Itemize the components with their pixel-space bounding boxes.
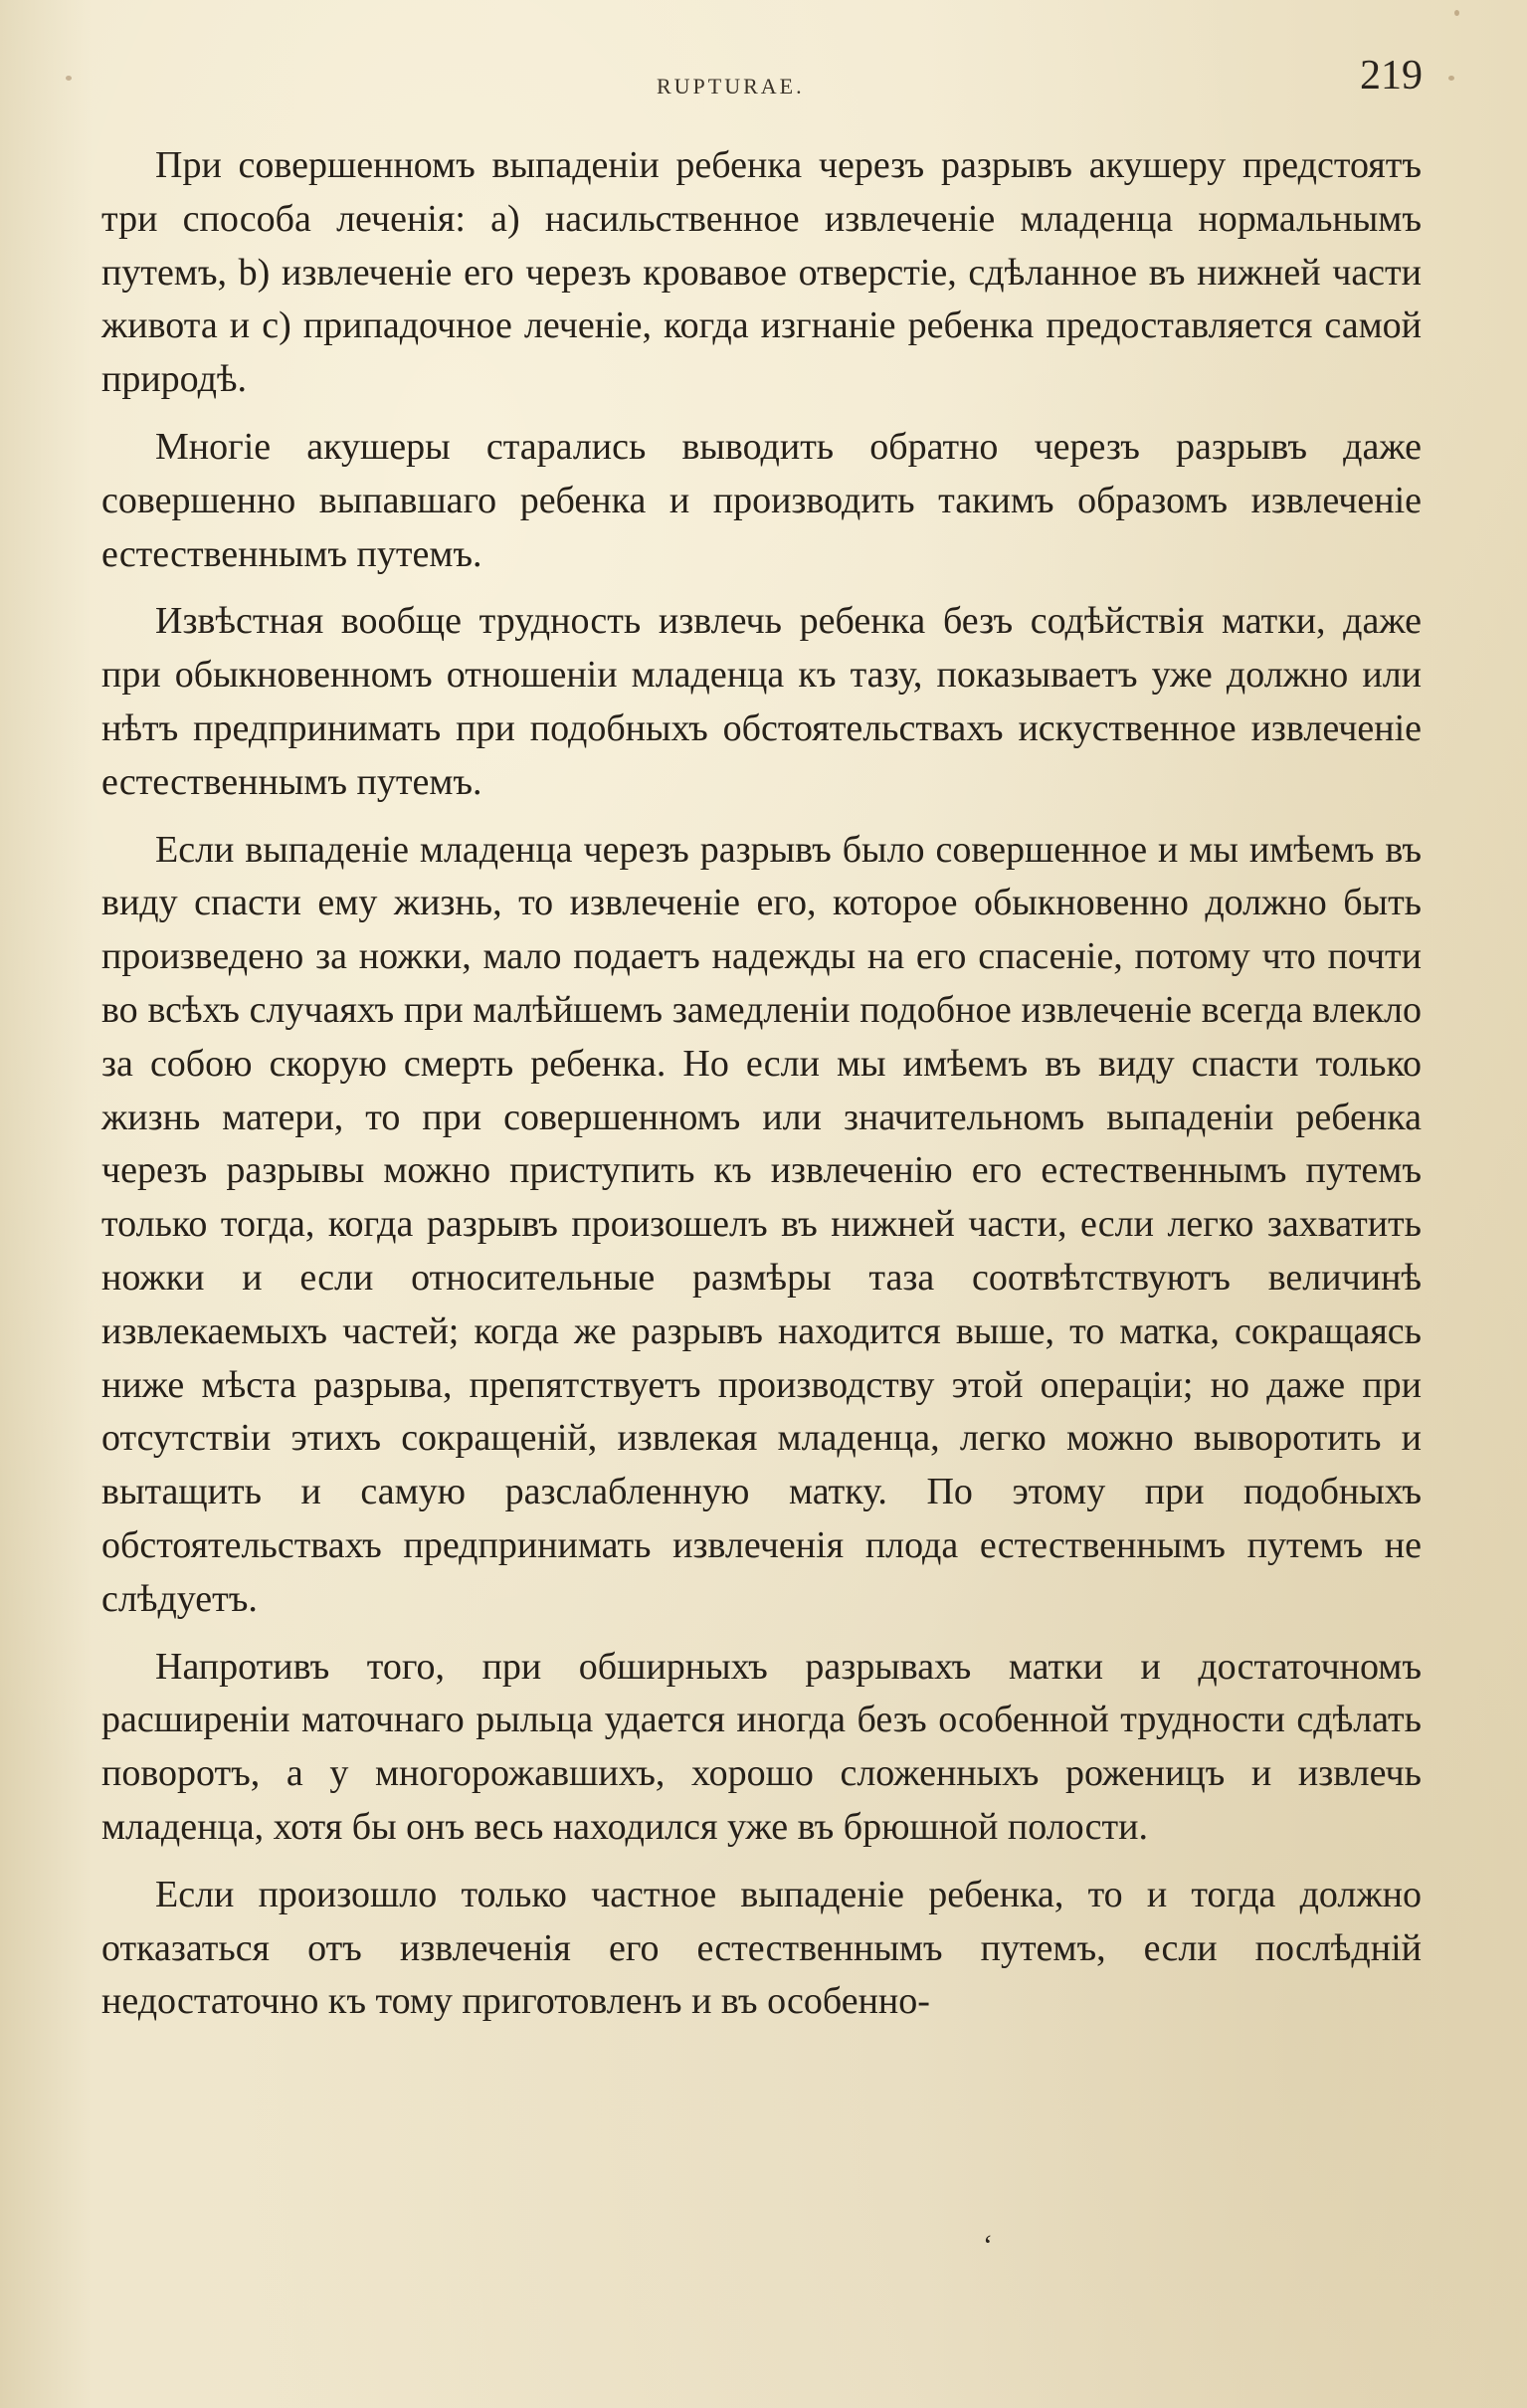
paragraph: Напротивъ того, при обширныхъ разрывахъ матки и достаточномъ расширеніи маточнаго рыльца удается иногда безъ особенной трудности сдѣлать поворотъ, а у многорожавшихъ, хорошо сложенныхъ роженицъ и извлечь младенца, хотя бы онъ весь находился уже въ брюшной полости. <box>101 1645 1422 1848</box>
ink-speck <box>1448 76 1454 81</box>
page-number: 219 <box>1360 53 1423 99</box>
paragraph: Извѣстная вообще трудность извлечь ребенка безъ содѣйствія матки, даже при обыкновенномъ отношеніи младенца къ тазу, показываетъ уже должно или нѣтъ предпринимать при подобныхъ обстоятельствахъ искуственное извлеченіе естественнымъ путемъ. <box>101 600 1422 803</box>
running-head: RUPTURAE. <box>657 74 805 99</box>
ink-speck <box>1454 10 1459 16</box>
paragraph: Если произошло только частное выпаденіе ребенка, то и тогда должно отказаться отъ извлеченія его естественнымъ путемъ, если послѣдній недостаточно къ тому приготовленъ и въ особенно- <box>101 1873 1422 2023</box>
printer-mark: ‘ <box>983 2229 993 2262</box>
paragraph: При совершенномъ выпаденіи ребенка черезъ разрывъ акушеру предстоятъ три способа леченія: a) насильственное извлеченіе младенца нормальнымъ путемъ, b) извлеченіе его черезъ кровавое отверстіе, сдѣланное въ нижней части живота и c) припадочное леченіе, когда изгнаніе ребенка предоставляется самой природѣ. <box>101 144 1422 401</box>
body-text <box>101 139 1422 2043</box>
paragraph: Многіе акушеры старались выводить обратно черезъ разрывъ даже совершенно выпавшаго ребенка и производить такимъ образомъ извлеченіе естественнымъ путемъ. <box>101 425 1422 575</box>
paragraph: Если выпаденіе младенца черезъ разрывъ было совершенное и мы имѣемъ въ виду спасти ему жизнь, то извлеченіе его, которое обыкновенно должно быть произведено за ножки, мало подаетъ надежды на его спасеніе, потому что почти во всѣхъ случаяхъ при малѣйшемъ замедленіи подобное извлеченіе всегда влекло за собою скорую смерть ребенка. Но если мы имѣемъ въ виду спасти только жизнь матери, то при совершенномъ или значительномъ выпаденіи ребенка черезъ разрывы можно приступить къ извлеченію его естественнымъ путемъ только тогда, когда разрывъ произошелъ въ нижней части, если легко захватить ножки и если относительные размѣры таза соотвѣтствуютъ величинѣ извлекаемыхъ частей; когда же разрывъ находится выше, то матка, сокращаясь ниже мѣста разрыва, препятствуетъ производству этой операціи; но даже при отсутствіи этихъ сокращеній, извлекая младенца, легко можно выворотить и вытащить и самую разслабленную матку. По этому при подобныхъ обстоятельствахъ предпринимать извлеченія плода естественнымъ путемъ не слѣдуетъ. <box>101 828 1422 1620</box>
page-header <box>99 52 1423 111</box>
ink-speck <box>66 76 72 81</box>
